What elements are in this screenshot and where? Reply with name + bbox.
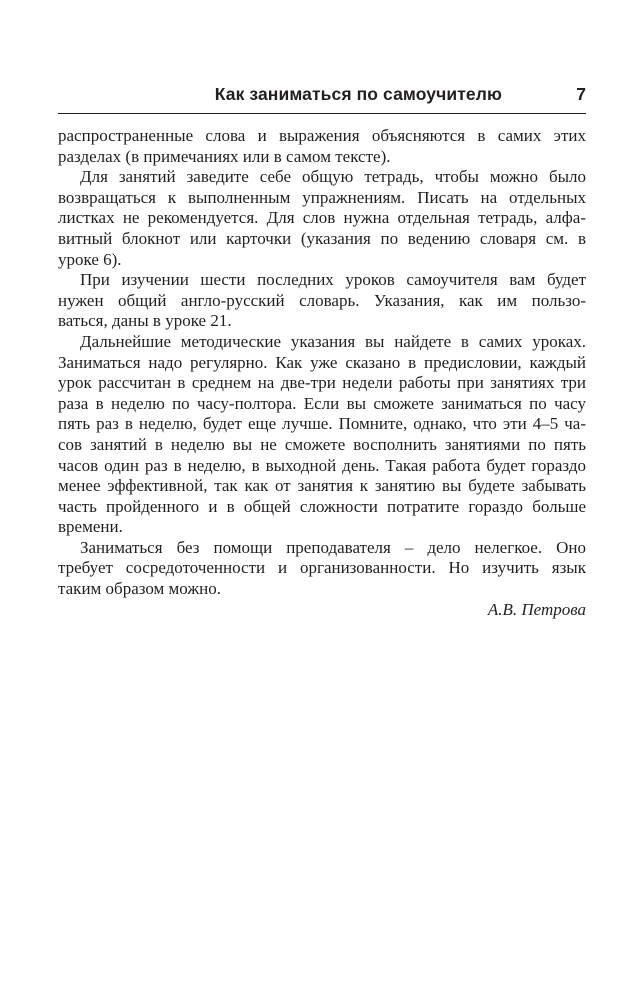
author-signature: А.В. Петрова <box>487 599 586 619</box>
text-line: нужен общий англо-русский словарь. Указания, как им пользо- <box>58 290 586 310</box>
text-line: часть пройденного и в общей сложности потратите гораздо больше <box>58 496 586 516</box>
running-title: Как заниматься по самоучителю <box>214 84 502 104</box>
text-line: Заниматься надо регулярно. Как уже сказано в предисловии, каждый <box>58 352 586 372</box>
text-line: сов занятий в неделю вы не сможете восполнить занятиями по пять <box>58 434 586 454</box>
text-line: часов один раз в неделю, в выходной день. Такая работа будет гораздо <box>58 455 586 475</box>
text-line: времени. <box>58 517 123 537</box>
text-line: распространенные слова и выражения объясняются в самих этих <box>58 126 586 145</box>
paragraph <box>58 270 586 332</box>
paragraph <box>58 538 586 600</box>
paragraph <box>58 167 586 270</box>
paragraph <box>58 332 586 538</box>
body-text <box>58 126 586 620</box>
text-line: разделах (в примечаниях или в самом тексте). <box>58 146 391 166</box>
text-line: раза в неделю по часу-полтора. Если вы сможете заниматься по часу <box>58 393 586 413</box>
text-line: возвращаться к выполненным упражнениям. Писать на отдельных <box>58 187 586 207</box>
header-rule <box>58 113 586 114</box>
text-line: пять раз в неделю, будет еще лучше. Помните, однако, что эти 4–5 ча- <box>58 414 586 434</box>
text-line: требует сосредоточенности и организованности. Но изучить язык <box>58 558 586 578</box>
text-line: листках не рекомендуется. Для слов нужна отдельная тетрадь, алфа- <box>58 208 586 228</box>
text-line: При изучении шести последних уроков самоучителя вам будет <box>80 270 586 290</box>
text-line: ваться, даны в уроке 21. <box>58 311 232 331</box>
paragraph <box>58 126 586 167</box>
text-line: Для занятий заведите себе общую тетрадь, чтобы можно было <box>80 167 586 187</box>
running-head <box>58 84 586 112</box>
page-number: 7 <box>576 84 586 104</box>
text-line: таким образом можно. <box>58 579 221 599</box>
text-line: урок рассчитан в среднем на две-три недели работы при занятиях три <box>58 373 586 393</box>
text-line: менее эффективной, так как от занятия к занятию вы будете забывать <box>58 476 586 496</box>
text-line: Дальнейшие методические указания вы найдете в самих уроках. <box>80 331 586 351</box>
text-line: уроке 6). <box>58 249 122 269</box>
text-line: витный блокнот или карточки (указания по ведению словаря см. в <box>58 228 586 248</box>
text-line: Заниматься без помощи преподавателя – дело нелегкое. Оно <box>80 537 586 557</box>
